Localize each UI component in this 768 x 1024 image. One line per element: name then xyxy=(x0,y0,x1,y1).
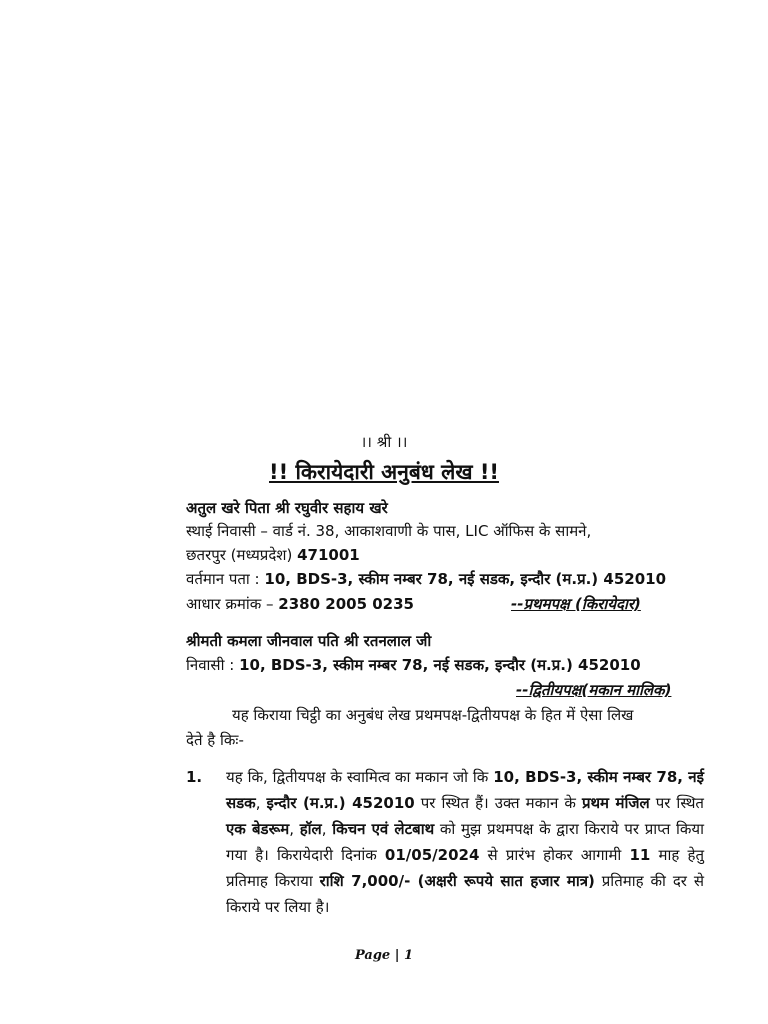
document-title: !! किरायेदारी अनुबंध लेख !! xyxy=(269,460,499,484)
clause-text-bold: 01/05/2024 xyxy=(384,846,480,864)
first-party-role: --प्रथमपक्ष (किरायेदार) xyxy=(511,595,641,613)
second-party-name: श्रीमती कमला जीनवाल पति श्री रतनलाल जी xyxy=(186,632,432,650)
clause-text-bold: 11 xyxy=(629,846,651,864)
second-party-address-label: निवासी : xyxy=(186,656,235,674)
clause-text-bold: हॉल xyxy=(299,820,322,838)
clause-text-bold: राशि 7,000/- (अक्षरी रूपये सात हजार मात्र) xyxy=(319,872,595,890)
aadhaar-label: आधार क्रमांक – xyxy=(186,595,274,613)
clause-text: , xyxy=(255,794,267,812)
current-address-label: वर्तमान पता : xyxy=(186,570,260,588)
first-party-city: छतरपुर (मध्यप्रदेश) xyxy=(186,546,293,564)
clause-number: 1. xyxy=(186,768,203,786)
clause-text: प्रतिमाह की दर से किराये पर लिया है। xyxy=(226,872,704,916)
clause-1-body xyxy=(226,764,704,920)
clause-text-bold: प्रथम मंजिल xyxy=(581,794,650,812)
clause-text-bold: एक बेडरूम xyxy=(226,820,290,838)
clause-text: माह हेतु प्रतिमाह किराया xyxy=(226,846,705,890)
second-party-address-line xyxy=(186,655,641,675)
clause-text: यह कि, द्वितीयपक्ष के स्वामित्व का मकान जो कि xyxy=(226,768,494,786)
page-number: Page | 1 xyxy=(354,948,414,963)
first-party-name: अतुल खरे पिता श्री रघुवीर सहाय खरे xyxy=(186,499,388,517)
aadhaar-line xyxy=(186,594,414,614)
intro-line-1: यह किराया चिट्ठी का अनुबंध लेख प्रथमपक्ष-द्वितीयपक्ष के हित में ऐसा लिख xyxy=(232,706,634,724)
second-party-role: --द्वितीयपक्ष(मकान मालिक) xyxy=(516,681,672,699)
clause-text-bold: इन्दौर (म.प्र.) 452010 xyxy=(266,794,415,812)
aadhaar-number: 2380 2005 0235 xyxy=(278,595,414,613)
clause-text: को मुझ प्रथमपक्ष के द्वारा किराये पर प्राप्त किया गया है। किरायेदारी दिनांक xyxy=(226,820,705,864)
clause-text: पर स्थित xyxy=(649,794,704,812)
clause-text: , xyxy=(289,820,300,838)
first-party-current-address-line xyxy=(186,569,666,589)
current-address: 10, BDS-3, स्कीम नम्बर 78, नई सडक, इन्दौर (म.प्र.) 452010 xyxy=(264,570,667,588)
first-party-city-line xyxy=(186,545,360,565)
intro-line-2: देते है किः- xyxy=(186,731,244,749)
clause-text: से प्रारंभ होकर आगामी xyxy=(479,846,630,864)
clause-text: पर स्थित हैं। उक्त मकान के xyxy=(414,794,582,812)
invocation: ।। श्री ।। xyxy=(360,433,408,451)
clause-text-bold: 10, BDS-3, स्कीम नम्बर 78, नई सडक xyxy=(226,768,704,812)
clause-text-bold: किचन एवं लेटबाथ xyxy=(332,820,435,838)
second-party-address: 10, BDS-3, स्कीम नम्बर 78, नई सडक, इन्दौर (म.प्र.) 452010 xyxy=(239,656,641,674)
clause-text: , xyxy=(321,820,333,838)
first-party-permanent-address: स्थाई निवासी – वार्ड नं. 38, आकाशवाणी के पास, LIC ऑफिस के सामने, xyxy=(186,522,592,540)
first-party-pin: 471001 xyxy=(297,546,360,564)
